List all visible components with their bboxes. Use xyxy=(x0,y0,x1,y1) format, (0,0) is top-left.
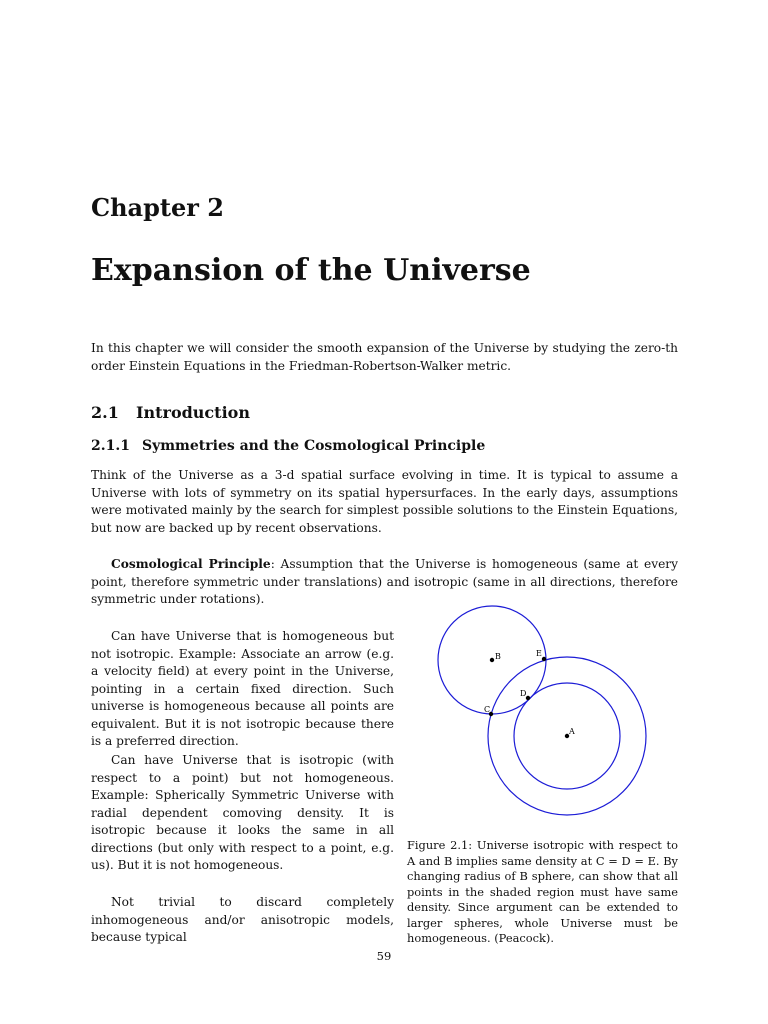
principle-text: : Assumption that the Universe is homogeneous (same at every point, therefore symmetric under translations) and isotropic (same in all directions, therefore symmetric under rotations). xyxy=(91,557,679,606)
label-b: B xyxy=(495,652,501,661)
column-paragraph-1: Can have Universe that is homogeneous but not isotropic. Example: Associate an arrow (e.g. a velocity field) at every point in the Universe, pointing in a certain fixed direction. Such universe is homogeneous because all points are equivalent. But it is not isotropic because there is a preferred direction. xyxy=(91,629,394,748)
page-number: 59 xyxy=(376,949,392,963)
section-title: Introduction xyxy=(136,403,250,422)
label-d: D xyxy=(520,689,527,698)
chapter-title: Expansion of the Universe xyxy=(91,253,531,288)
principle-term: Cosmological Principle xyxy=(111,557,271,571)
subsection-number: 2.1.1 xyxy=(91,438,130,454)
point-b xyxy=(490,658,494,662)
column-paragraph-3: Not trivial to discard completely inhomogeneous and/or anisotropic models, because typical xyxy=(91,895,394,944)
chapter-number: Chapter 2 xyxy=(91,193,224,222)
label-e: E xyxy=(536,649,542,658)
point-e xyxy=(542,657,546,661)
chapter-intro-paragraph: In this chapter we will consider the smooth expansion of the Universe by studying the zero-th order Einstein Equations in the Friedman-Robertson-Walker metric. xyxy=(91,341,678,373)
section-number: 2.1 xyxy=(91,403,119,422)
subsection-title: Symmetries and the Cosmological Principle xyxy=(142,438,486,454)
label-c: C xyxy=(484,705,491,714)
figure-caption: Figure 2.1: Universe isotropic with respect to A and B implies same density at C = D = E. By changing radius of B sphere, can show that all points in the shaded region must have same density. Since argument can be extended to larger spheres, whole Universe must be homogeneous. (Peacock). xyxy=(407,838,678,945)
figure-diagram xyxy=(430,600,690,830)
body-paragraph-1: Think of the Universe as a 3-d spatial surface evolving in time. It is typical to assume a Universe with lots of symmetry on its spatial hypersurfaces. In the early days, assumptions were motivated mainly by the search for simplest possible solutions to the Einstein Equations, but now are backed up by recent observations. xyxy=(91,468,678,535)
point-d xyxy=(526,696,530,700)
subsection-heading xyxy=(91,438,485,454)
label-a: A xyxy=(569,727,575,736)
section-heading xyxy=(91,403,250,422)
column-paragraph-2: Can have Universe that is isotropic (with respect to a point) but not homogeneous. Example: Spherically Symmetric Universe with radial dependent comoving density. It is isotropic because it looks the same in all directions (but only with respect to a point, e.g. us). But it is not homogeneous. xyxy=(91,753,394,872)
